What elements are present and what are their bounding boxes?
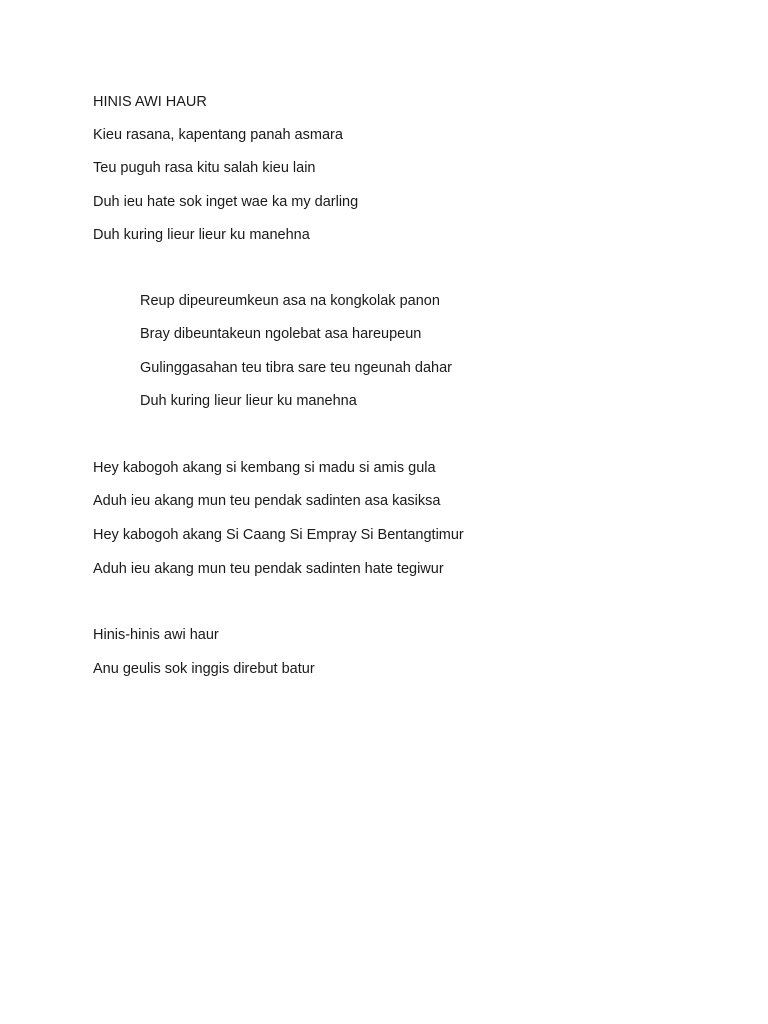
document-title: HINIS AWI HAUR: [93, 94, 207, 110]
stanza-2-line-1: Reup dipeureumkeun asa na kongkolak panon: [140, 293, 440, 309]
stanza-3-line-3: Hey kabogoh akang Si Caang Si Empray Si Bentangtimur: [93, 527, 464, 543]
stanza-3-line-2: Aduh ieu akang mun teu pendak sadinten asa kasiksa: [93, 493, 441, 509]
stanza-2-line-4: Duh kuring lieur lieur ku manehna: [140, 393, 357, 409]
stanza-1-line-1: Kieu rasana, kapentang panah asmara: [93, 127, 343, 143]
stanza-1-line-4: Duh kuring lieur lieur ku manehna: [93, 227, 310, 243]
stanza-3-line-1: Hey kabogoh akang si kembang si madu si amis gula: [93, 460, 436, 476]
stanza-2-line-3: Gulinggasahan teu tibra sare teu ngeunah dahar: [140, 360, 452, 376]
stanza-1-line-2: Teu puguh rasa kitu salah kieu lain: [93, 160, 316, 176]
stanza-4-line-2: Anu geulis sok inggis direbut batur: [93, 661, 315, 677]
stanza-4-line-1: Hinis-hinis awi haur: [93, 627, 219, 643]
stanza-2-line-2: Bray dibeuntakeun ngolebat asa hareupeun: [140, 326, 422, 342]
stanza-3-line-4: Aduh ieu akang mun teu pendak sadinten hate tegiwur: [93, 561, 444, 577]
stanza-1-line-3: Duh ieu hate sok inget wae ka my darling: [93, 194, 359, 210]
